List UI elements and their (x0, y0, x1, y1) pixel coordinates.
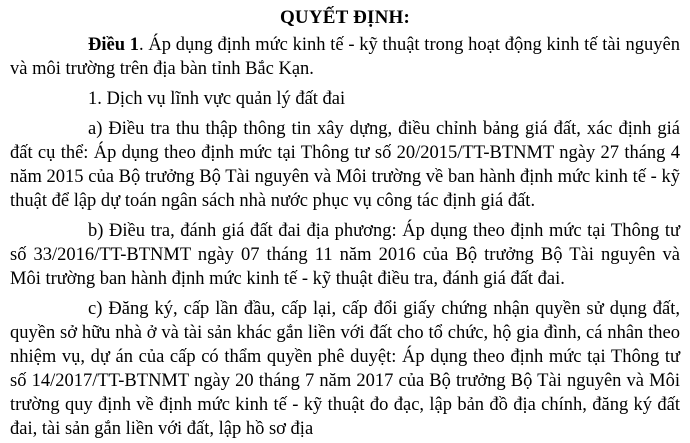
article-1-text: . Áp dụng định mức kinh tế - kỹ thuật trong hoạt động kinh tế tài nguyên và môi trường trên địa bàn tỉnh Bắc Kạn. (10, 35, 680, 79)
item-c-paragraph: c) Đăng ký, cấp lần đầu, cấp lại, cấp đổi giấy chứng nhận quyền sử dụng đất, quyền sở hữu nhà ở và tài sản khác gắn liền với đất cho tổ chức, hộ gia đình, cá nhân theo nhiệm vụ, dự án của cấp có thẩm quyền phê duyệt: Áp dụng theo định mức tại Thông tư số 14/2017/TT-BTNMT ngày 20 tháng 7 năm 2017 của Bộ trưởng Bộ Tài nguyên và Môi trường quy định về định mức kinh tế - kỹ thuật đo đạc, lập bản đồ địa chính, đăng ký đất đai, tài sản gắn liền với đất, lập hồ sơ địa (10, 299, 680, 439)
item-a-paragraph: a) Điều tra thu thập thông tin xây dựng, điều chỉnh bảng giá đất, xác định giá đất cụ thể: Áp dụng theo định mức tại Thông tư số 20/2015/TT-BTNMT ngày 27 tháng 4 năm 2015 của Bộ trưởng Bộ Tài nguyên và Môi trường về ban hành định mức kinh tế - kỹ thuật để lập dự toán ngân sách nhà nước phục vụ công tác định giá đất. (10, 119, 680, 211)
article-1-label: Điều 1 (88, 35, 140, 55)
item-b-paragraph: b) Điều tra, đánh giá đất đai địa phương: Áp dụng theo định mức tại Thông tư số 33/2016/TT-BTNMT ngày 07 tháng 11 năm 2016 của Bộ trưởng Bộ Tài nguyên và Môi trường ban hành định mức kinh tế - kỹ thuật điều tra, đánh giá đất đai. (10, 221, 680, 289)
article-1-paragraph (10, 33, 680, 81)
decision-title: QUYẾT ĐỊNH: (279, 7, 411, 28)
section-1-heading: 1. Dịch vụ lĩnh vực quản lý đất đai (88, 89, 346, 109)
